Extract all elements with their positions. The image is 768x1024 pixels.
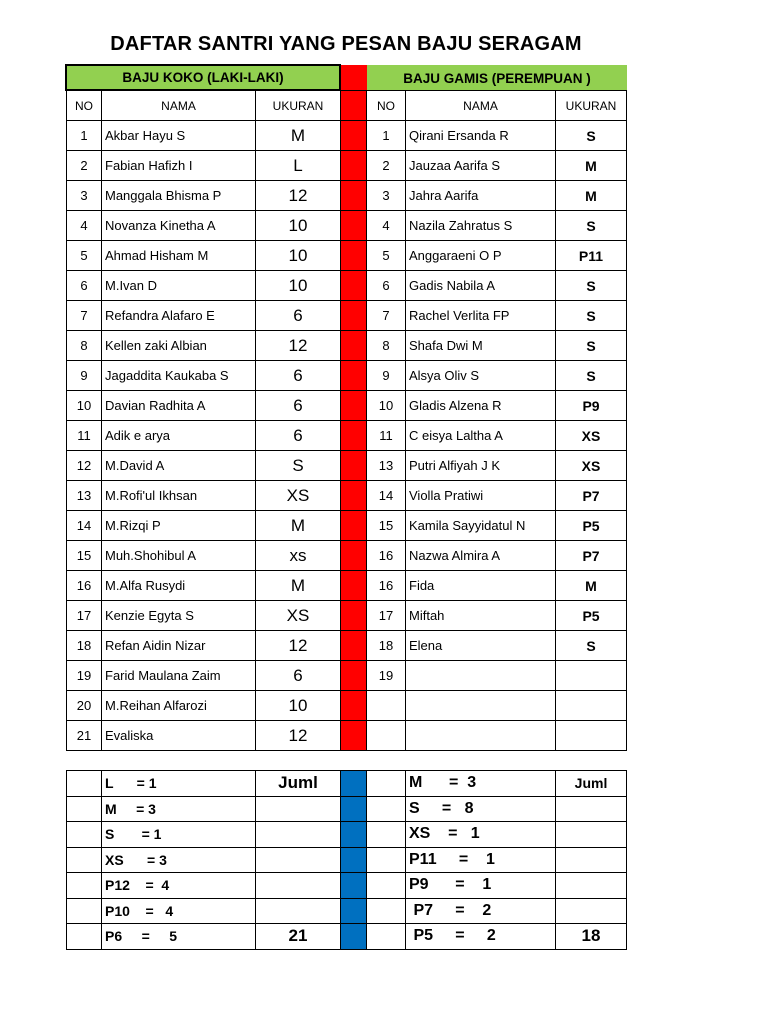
gamis-col-ukuran: UKURAN xyxy=(556,91,627,121)
koko-no-cell: 9 xyxy=(67,361,102,391)
koko-size-cell: 6 xyxy=(256,391,341,421)
summary-empty-cell xyxy=(256,796,341,822)
red-divider-cell xyxy=(341,241,367,271)
gamis-size-cell: M xyxy=(556,571,627,601)
gamis-name-cell: Qirani Ersanda R xyxy=(406,121,556,151)
koko-name-cell: Novanza Kinetha A xyxy=(102,211,256,241)
koko-no-cell: 15 xyxy=(67,541,102,571)
blue-divider-cell xyxy=(341,898,367,924)
koko-name-cell: M.Reihan Alfarozi xyxy=(102,691,256,721)
gamis-name-cell: Jahra Aarifa xyxy=(406,181,556,211)
gamis-size-cell xyxy=(556,661,627,691)
koko-size-cell: XS xyxy=(256,601,341,631)
red-divider-cell xyxy=(341,151,367,181)
koko-size-cell: M xyxy=(256,121,341,151)
gamis-size-cell: S xyxy=(556,331,627,361)
koko-name-cell: Refandra Alafaro E xyxy=(102,301,256,331)
gamis-size-count: S = 8 xyxy=(406,796,556,822)
table-row xyxy=(67,271,627,301)
gamis-no-cell: 6 xyxy=(367,271,406,301)
red-divider-cell xyxy=(341,421,367,451)
gamis-no-cell: 13 xyxy=(367,451,406,481)
koko-size-cell: L xyxy=(256,151,341,181)
koko-no-cell: 5 xyxy=(67,241,102,271)
koko-size-cell: 12 xyxy=(256,331,341,361)
gamis-name-cell: Gadis Nabila A xyxy=(406,271,556,301)
koko-no-cell: 2 xyxy=(67,151,102,181)
gamis-no-cell: 1 xyxy=(367,121,406,151)
gamis-no-cell: 4 xyxy=(367,211,406,241)
koko-name-cell: Kenzie Egyta S xyxy=(102,601,256,631)
red-divider-cell xyxy=(341,511,367,541)
table-row xyxy=(67,481,627,511)
gamis-size-count: P7 = 2 xyxy=(406,898,556,924)
koko-no-cell: 13 xyxy=(67,481,102,511)
gamis-no-cell xyxy=(367,721,406,751)
table-row xyxy=(67,511,627,541)
gamis-size-count: P9 = 1 xyxy=(406,873,556,899)
koko-no-cell: 7 xyxy=(67,301,102,331)
gamis-size-cell: XS xyxy=(556,451,627,481)
red-divider-cell xyxy=(341,331,367,361)
table-row xyxy=(67,121,627,151)
koko-name-cell: M.Rofi'ul Ikhsan xyxy=(102,481,256,511)
gamis-size-count: XS = 1 xyxy=(406,822,556,848)
summary-empty-cell xyxy=(256,898,341,924)
koko-no-cell: 3 xyxy=(67,181,102,211)
table-row xyxy=(67,421,627,451)
gamis-name-cell xyxy=(406,721,556,751)
koko-size-cell: 10 xyxy=(256,211,341,241)
red-divider-cell xyxy=(341,631,367,661)
gamis-name-cell xyxy=(406,691,556,721)
gamis-no-cell: 14 xyxy=(367,481,406,511)
koko-no-cell: 14 xyxy=(67,511,102,541)
gamis-size-cell: S xyxy=(556,271,627,301)
koko-size-cell: 10 xyxy=(256,241,341,271)
gamis-no-cell: 17 xyxy=(367,601,406,631)
summary-empty-cell xyxy=(67,898,102,924)
koko-name-cell: M.Rizqi P xyxy=(102,511,256,541)
gamis-no-cell: 7 xyxy=(367,301,406,331)
red-divider-cell xyxy=(341,301,367,331)
table-row xyxy=(67,691,627,721)
summary-empty-cell xyxy=(256,873,341,899)
gamis-no-cell: 11 xyxy=(367,421,406,451)
blue-divider-cell xyxy=(341,822,367,848)
koko-name-cell: Refan Aidin Nizar xyxy=(102,631,256,661)
koko-size-cell: 12 xyxy=(256,631,341,661)
summary-row xyxy=(67,822,627,848)
gamis-size-cell: P7 xyxy=(556,541,627,571)
blue-divider-cell xyxy=(341,924,367,950)
koko-name-cell: M.Alfa Rusydi xyxy=(102,571,256,601)
koko-name-cell: Farid Maulana Zaim xyxy=(102,661,256,691)
order-table xyxy=(66,90,627,751)
koko-size-cell: S xyxy=(256,451,341,481)
gamis-size-cell: S xyxy=(556,121,627,151)
gamis-section-header: BAJU GAMIS (PEREMPUAN ) xyxy=(367,65,627,91)
koko-section-header: BAJU KOKO (LAKI-LAKI) xyxy=(65,64,341,91)
red-divider-cell xyxy=(341,181,367,211)
summary-empty-cell xyxy=(67,822,102,848)
gamis-size-cell: P9 xyxy=(556,391,627,421)
gamis-no-cell: 16 xyxy=(367,541,406,571)
gamis-col-no: NO xyxy=(367,91,406,121)
koko-total: 21 xyxy=(256,924,341,950)
table-row xyxy=(67,151,627,181)
table-row xyxy=(67,391,627,421)
gamis-size-count: P11 = 1 xyxy=(406,847,556,873)
gamis-name-cell: Jauzaa Aarifa S xyxy=(406,151,556,181)
gamis-size-cell: P7 xyxy=(556,481,627,511)
summary-row xyxy=(67,796,627,822)
summary-empty-cell xyxy=(256,822,341,848)
gamis-name-cell: Shafa Dwi M xyxy=(406,331,556,361)
koko-col-nama: NAMA xyxy=(102,91,256,121)
blue-divider-cell xyxy=(341,873,367,899)
column-header-row xyxy=(67,91,627,121)
koko-size-count: L = 1 xyxy=(102,771,256,797)
koko-no-cell: 6 xyxy=(67,271,102,301)
blue-divider-cell xyxy=(341,771,367,797)
koko-name-cell: Manggala Bhisma P xyxy=(102,181,256,211)
gamis-no-cell: 8 xyxy=(367,331,406,361)
summary-empty-cell xyxy=(67,796,102,822)
gamis-name-cell: Miftah xyxy=(406,601,556,631)
koko-col-ukuran: UKURAN xyxy=(256,91,341,121)
gamis-no-cell: 19 xyxy=(367,661,406,691)
gamis-size-cell: XS xyxy=(556,421,627,451)
gamis-juml-label: Juml xyxy=(556,771,627,797)
koko-name-cell: Akbar Hayu S xyxy=(102,121,256,151)
koko-size-count: P6 = 5 xyxy=(102,924,256,950)
gamis-size-cell: S xyxy=(556,301,627,331)
gamis-size-count: M = 3 xyxy=(406,771,556,797)
gamis-size-cell: M xyxy=(556,151,627,181)
table-row xyxy=(67,211,627,241)
koko-col-no: NO xyxy=(67,91,102,121)
gamis-name-cell: Kamila Sayyidatul N xyxy=(406,511,556,541)
red-divider-cell xyxy=(341,721,367,751)
table-row xyxy=(67,601,627,631)
table-row xyxy=(67,571,627,601)
table-row xyxy=(67,241,627,271)
summary-empty-cell xyxy=(367,771,406,797)
koko-no-cell: 21 xyxy=(67,721,102,751)
table-row xyxy=(67,181,627,211)
koko-size-cell: XS xyxy=(256,481,341,511)
table-row xyxy=(67,451,627,481)
koko-no-cell: 16 xyxy=(67,571,102,601)
gamis-no-cell xyxy=(367,691,406,721)
gamis-no-cell: 15 xyxy=(367,511,406,541)
gamis-no-cell: 2 xyxy=(367,151,406,181)
summary-empty-cell xyxy=(367,796,406,822)
koko-no-cell: 17 xyxy=(67,601,102,631)
koko-size-count: P12 = 4 xyxy=(102,873,256,899)
summary-row xyxy=(67,847,627,873)
gamis-name-cell: Elena xyxy=(406,631,556,661)
gamis-size-count: P5 = 2 xyxy=(406,924,556,950)
summary-empty-cell xyxy=(67,847,102,873)
koko-name-cell: M.Ivan D xyxy=(102,271,256,301)
red-divider-cell xyxy=(341,691,367,721)
summary-empty-cell xyxy=(367,924,406,950)
summary-empty-cell xyxy=(556,873,627,899)
red-divider-cell xyxy=(341,481,367,511)
gamis-no-cell: 9 xyxy=(367,361,406,391)
koko-no-cell: 12 xyxy=(67,451,102,481)
gamis-size-cell: P11 xyxy=(556,241,627,271)
gamis-total: 18 xyxy=(556,924,627,950)
koko-name-cell: Ahmad Hisham M xyxy=(102,241,256,271)
koko-juml-label: Juml xyxy=(256,771,341,797)
gamis-no-cell: 18 xyxy=(367,631,406,661)
koko-size-cell: 6 xyxy=(256,661,341,691)
gamis-size-cell: M xyxy=(556,181,627,211)
gamis-name-cell: C eisya Laltha A xyxy=(406,421,556,451)
gamis-name-cell: Gladis Alzena R xyxy=(406,391,556,421)
gamis-size-cell xyxy=(556,721,627,751)
koko-no-cell: 8 xyxy=(67,331,102,361)
koko-name-cell: Muh.Shohibul A xyxy=(102,541,256,571)
koko-size-cell: M xyxy=(256,571,341,601)
gamis-name-cell xyxy=(406,661,556,691)
koko-no-cell: 19 xyxy=(67,661,102,691)
red-divider-header xyxy=(341,65,367,91)
koko-no-cell: 10 xyxy=(67,391,102,421)
koko-size-cell: M xyxy=(256,511,341,541)
summary-empty-cell xyxy=(367,847,406,873)
koko-name-cell: Fabian Hafizh I xyxy=(102,151,256,181)
red-divider-cell xyxy=(341,571,367,601)
gamis-name-cell: Nazwa Almira A xyxy=(406,541,556,571)
summary-table xyxy=(66,770,627,950)
summary-empty-cell xyxy=(556,822,627,848)
table-row xyxy=(67,331,627,361)
koko-no-cell: 20 xyxy=(67,691,102,721)
koko-size-cell: 10 xyxy=(256,691,341,721)
red-divider-cell xyxy=(341,361,367,391)
table-row xyxy=(67,661,627,691)
table-row xyxy=(67,361,627,391)
gamis-size-cell: P5 xyxy=(556,601,627,631)
red-divider-cell xyxy=(341,541,367,571)
table-row xyxy=(67,631,627,661)
red-divider-cell xyxy=(341,661,367,691)
summary-empty-cell xyxy=(367,873,406,899)
gamis-name-cell: Putri Alfiyah J K xyxy=(406,451,556,481)
koko-no-cell: 1 xyxy=(67,121,102,151)
gamis-col-nama: NAMA xyxy=(406,91,556,121)
koko-size-count: S = 1 xyxy=(102,822,256,848)
koko-name-cell: Davian Radhita A xyxy=(102,391,256,421)
koko-size-cell: 6 xyxy=(256,301,341,331)
table-row xyxy=(67,721,627,751)
gamis-name-cell: Nazila Zahratus S xyxy=(406,211,556,241)
red-divider-cell xyxy=(341,271,367,301)
gamis-name-cell: Rachel Verlita FP xyxy=(406,301,556,331)
blue-divider-cell xyxy=(341,796,367,822)
gamis-no-cell: 16 xyxy=(367,571,406,601)
koko-no-cell: 18 xyxy=(67,631,102,661)
gamis-name-cell: Alsya Oliv S xyxy=(406,361,556,391)
summary-empty-cell xyxy=(367,822,406,848)
koko-name-cell: M.David A xyxy=(102,451,256,481)
summary-empty-cell xyxy=(67,873,102,899)
table-row xyxy=(67,541,627,571)
koko-size-count: XS = 3 xyxy=(102,847,256,873)
koko-name-cell: Adik e arya xyxy=(102,421,256,451)
koko-size-count: M = 3 xyxy=(102,796,256,822)
summary-empty-cell xyxy=(367,898,406,924)
blue-divider-cell xyxy=(341,847,367,873)
gamis-name-cell: Anggaraeni O P xyxy=(406,241,556,271)
gamis-size-cell: S xyxy=(556,361,627,391)
red-divider-cell xyxy=(341,121,367,151)
koko-size-cell: 12 xyxy=(256,181,341,211)
gamis-size-cell: P5 xyxy=(556,511,627,541)
summary-row xyxy=(67,771,627,797)
koko-name-cell: Jagaddita Kaukaba S xyxy=(102,361,256,391)
koko-no-cell: 4 xyxy=(67,211,102,241)
red-divider-cell xyxy=(341,601,367,631)
gamis-name-cell: Violla Pratiwi xyxy=(406,481,556,511)
koko-no-cell: 11 xyxy=(67,421,102,451)
table-row xyxy=(67,301,627,331)
summary-empty-cell xyxy=(556,898,627,924)
summary-row xyxy=(67,924,627,950)
summary-empty-cell xyxy=(67,924,102,950)
koko-size-cell: xs xyxy=(256,541,341,571)
gamis-size-cell xyxy=(556,691,627,721)
gamis-no-cell: 10 xyxy=(367,391,406,421)
summary-row xyxy=(67,898,627,924)
red-divider-cell xyxy=(341,451,367,481)
summary-empty-cell xyxy=(256,847,341,873)
gamis-size-cell: S xyxy=(556,631,627,661)
koko-name-cell: Evaliska xyxy=(102,721,256,751)
gamis-size-cell: S xyxy=(556,211,627,241)
koko-size-cell: 6 xyxy=(256,361,341,391)
gamis-name-cell: Fida xyxy=(406,571,556,601)
gamis-no-cell: 3 xyxy=(367,181,406,211)
koko-size-count: P10 = 4 xyxy=(102,898,256,924)
koko-size-cell: 6 xyxy=(256,421,341,451)
gamis-no-cell: 5 xyxy=(367,241,406,271)
koko-size-cell: 10 xyxy=(256,271,341,301)
koko-size-cell: 12 xyxy=(256,721,341,751)
summary-empty-cell xyxy=(67,771,102,797)
summary-row xyxy=(67,873,627,899)
koko-name-cell: Kellen zaki Albian xyxy=(102,331,256,361)
summary-empty-cell xyxy=(556,847,627,873)
red-divider-cell xyxy=(341,391,367,421)
summary-empty-cell xyxy=(556,796,627,822)
red-divider-cell xyxy=(341,211,367,241)
red-divider-cell xyxy=(341,91,367,121)
page-title: DAFTAR SANTRI YANG PESAN BAJU SERAGAM xyxy=(110,33,582,55)
